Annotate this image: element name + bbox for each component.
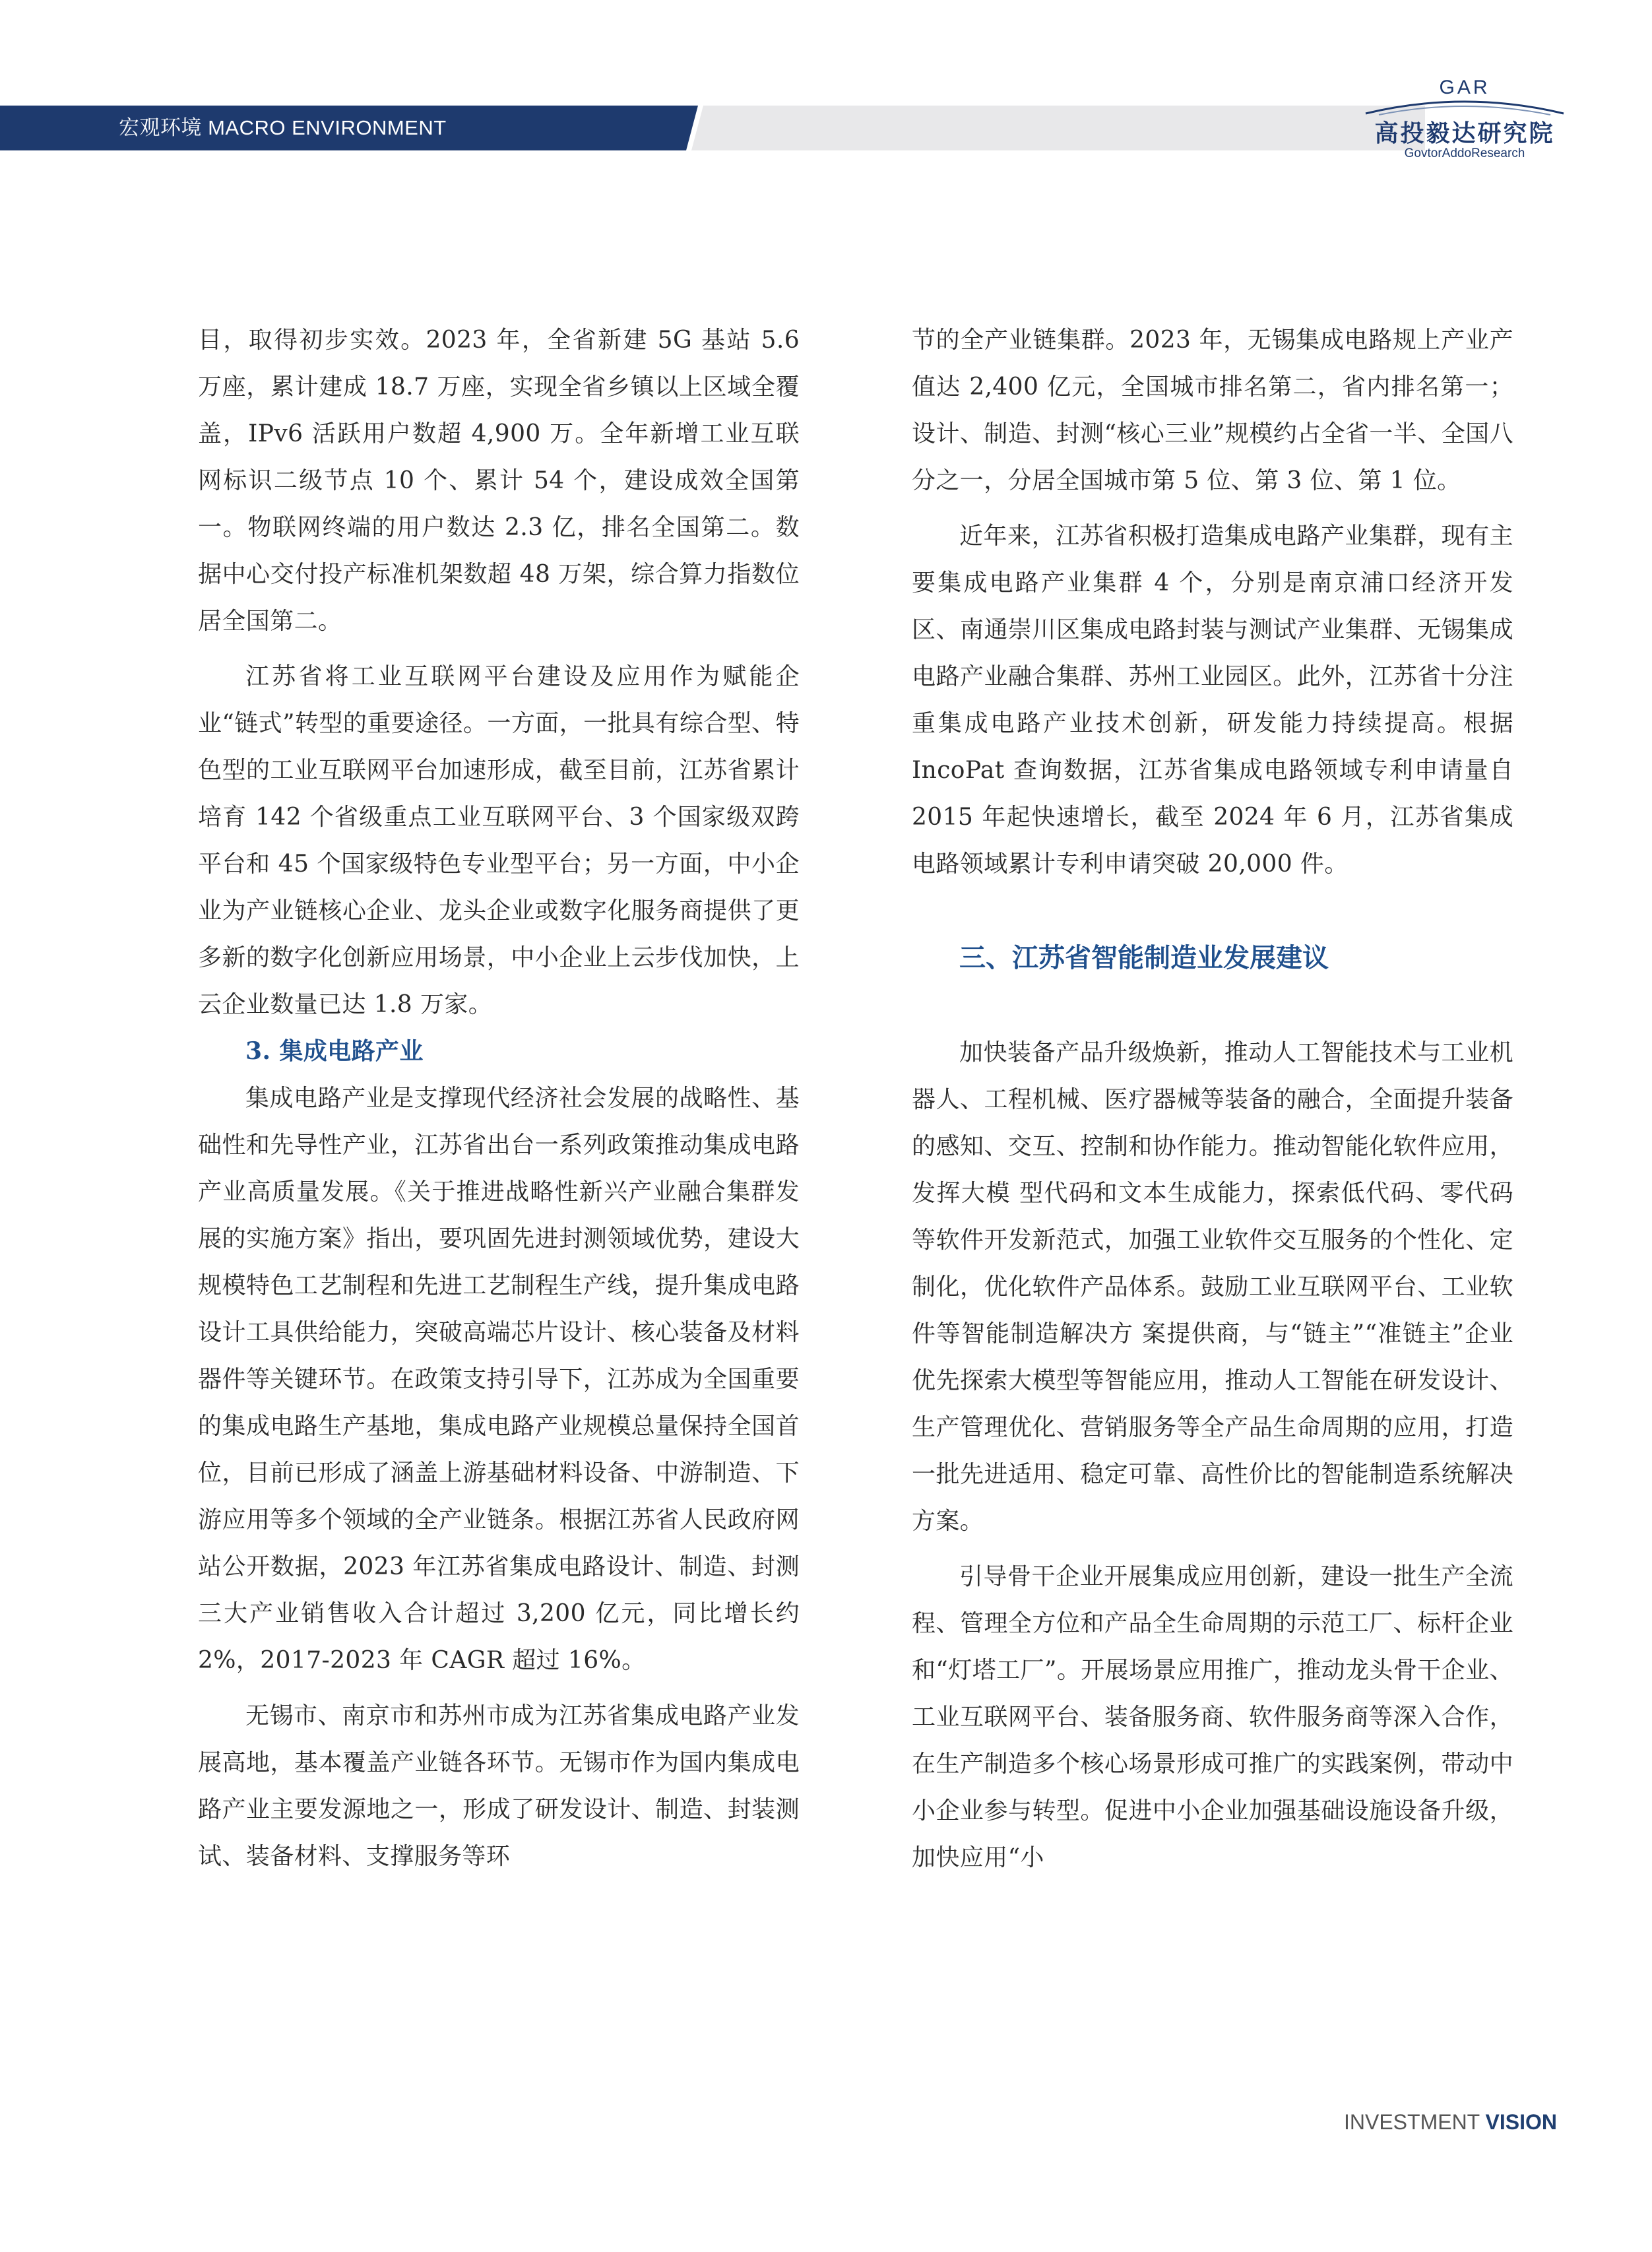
logo-arc-icon (1352, 94, 1577, 117)
footer-word-vision: VISION (1485, 2110, 1557, 2134)
subheading-ic-industry: 3. 集成电路产业 (245, 1037, 424, 1065)
right-paragraph-4: 引导骨干企业开展集成应用创新，建设一批生产全流程、管理全方位和产品全生命周期的示范工厂、标杆企业和“灯塔工厂”。开展场景应用推广，推动龙头骨干企业、工业互联网平台、装备服务商、软件服务商等深入合作，在生产制造多个核心场景形成可推广的实践案例，带动中小企业参与转型。促进中小企业加强基础设施设备升级，加快应用“小 (912, 1563, 1513, 1871)
right-paragraph-2: 近年来，江苏省积极打造集成电路产业集群，现有主要集成电路产业集群 4 个，分别是南京浦口经济开发区、南通崇川区集成电路封装与测试产业集群、无锡集成电路产业融合集群、苏州工业园区。此外，江苏省十分注重集成电路产业技术创新，研发能力持续提高。根据 IncoPat 查询数据，江苏省集成电路领域专利申请量自 2015 年起快速增长，截至 2024 年 6 月，江苏省集成电路领域累计专利申请突破 20,000 件。 (912, 523, 1513, 878)
left-column (198, 317, 800, 1880)
gar-logo (1352, 74, 1577, 166)
logo-abbrev: GAR (1439, 77, 1490, 98)
right-column (912, 317, 1513, 1881)
left-paragraph-4: 无锡市、南京市和苏州市成为江苏省集成电路产业发展高地，基本覆盖产业链各环节。无锡市作为国内集成电路产业主要发源地之一，形成了研发设计、制造、封装测试、装备材料、支撑服务等环 (198, 1702, 800, 1870)
left-paragraph-3: 集成电路产业是支撑现代经济社会发展的战略性、基础性和先导性产业，江苏省出台一系列政策推动集成电路产业高质量发展。《关于推进战略性新兴产业融合集群发展的实施方案》指出，要巩固先进封测领域优势，建设大规模特色工艺制程和先进工艺制程生产线，提升集成电路设计工具供给能力，突破高端芯片设计、核心装备及材料器件等关键环节。在政策支持引导下，江苏成为全国重要的集成电路生产基地，集成电路产业规模总量保持全国首位，目前已形成了涵盖上游基础材料设备、中游制造、下游应用等多个领域的全产业链条。根据江苏省人民政府网站公开数据，2023 年江苏省集成电路设计、制造、封测三大产业销售收入合计超过 3,200 亿元，同比增长约 2%，2017-2023 年 CAGR 超过 16%。 (198, 1085, 800, 1674)
right-paragraph-3: 加快装备产品升级焕新，推动人工智能技术与工业机器人、工程机械、医疗器械等装备的融合，全面提升装备的感知、交互、控制和协作能力。推动智能化软件应用，发挥大模 型代码和文本生成能力，探索低代码、零代码等软件开发新范式，加强工业软件交互服务的个性化、定制化，优化软件产品体系。鼓励工业互联网平台、工业软件等智能制造解决方 案提供商，与“链主”“准链主”企业优先探索大模型等智能应用，推动人工智能在研发设计、生产管理优化、营销服务等全产品生命周期的应用，打造一批先进适用、稳定可靠、高性价比的智能制造系统解决方案。 (912, 1039, 1513, 1535)
left-paragraph-2: 江苏省将工业互联网平台建设及应用作为赋能企业“链式”转型的重要途径。一方面，一批具有综合型、特色型的工业互联网平台加速形成，截至目前，江苏省累计培育 142 个省级重点工业互联网平台、3 个国家级双跨平台和 45 个国家级特色专业型平台；另一方面，中小企业为产业链核心企业、龙头企业或数字化服务商提供了更多新的数字化创新应用场景，中小企业上云步伐加快，上云企业数量已达 1.8 万家。 (198, 663, 800, 1018)
logo-name: 高投毅达研究院 (1374, 120, 1555, 147)
right-paragraph-1: 节的全产业链集群。2023 年，无锡集成电路规上产业产值达 2,400 亿元，全国城市排名第二，省内排名第一；设计、制造、封测“核心三业”规模约占全省一半、全国八分之一，分居全国城市第 5 位、第 3 位、第 1 位。 (912, 327, 1513, 494)
logo-subtitle: GovtorAddoResearch (1404, 146, 1525, 160)
footer-brand (1326, 2110, 1557, 2135)
section-label: 宏观环境 MACRO ENVIRONMENT (119, 116, 447, 139)
section-heading: 三、江苏省智能制造业发展建议 (959, 943, 1329, 973)
left-paragraph-1: 目，取得初步实效。2023 年，全省新建 5G 基站 5.6 万座，累计建成 18.7 万座，实现全省乡镇以上区域全覆盖，IPv6 活跃用户数超 4,900 万。全年新增工业互联网标识二级节点 10 个、累计 54 个，建设成效全国第一。物联网终端的用户数达 2.3 亿，排名全国第二。数据中心交付投产标准机架数超 48 万架，综合算力指数位居全国第二。 (198, 327, 800, 635)
footer-word-investment: INVESTMENT (1343, 2110, 1480, 2134)
